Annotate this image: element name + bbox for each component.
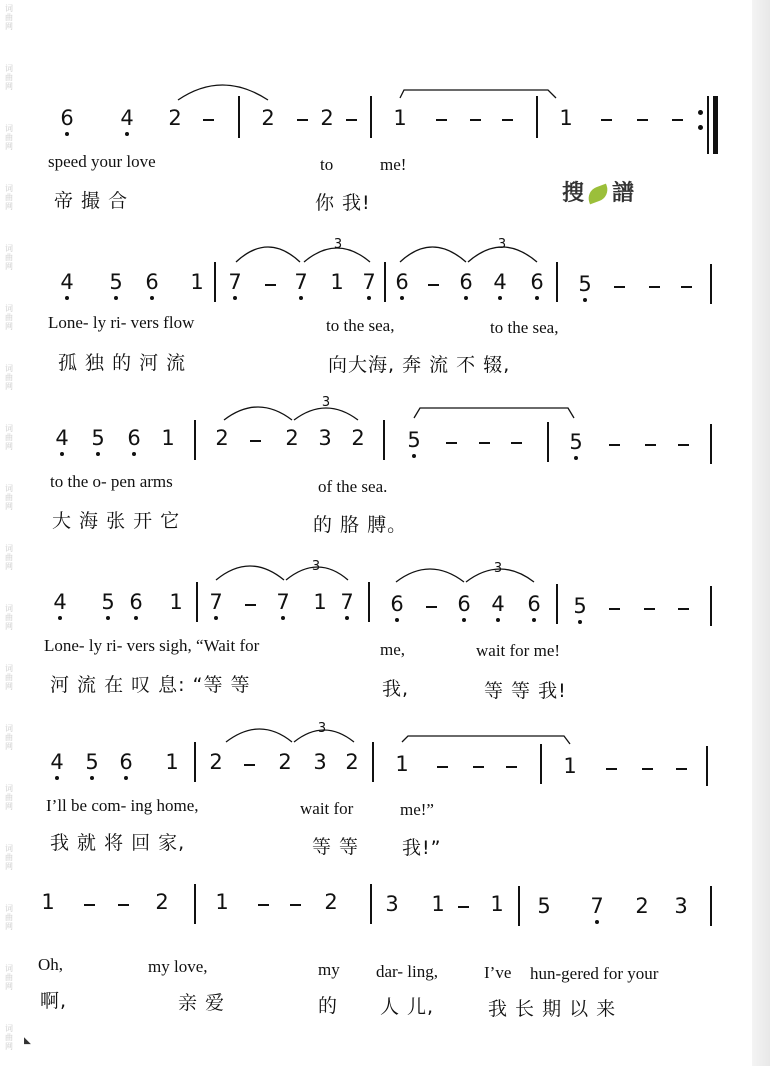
lyric-en: wait for me! <box>476 641 561 660</box>
lyric-zh: 等 等 <box>312 836 360 858</box>
note: 2 <box>324 890 338 914</box>
lyric-zh: 你 我! <box>315 192 371 214</box>
lyric-en: to the sea, <box>326 316 395 335</box>
note: 2 <box>345 750 359 774</box>
note: 2 <box>209 750 223 774</box>
slur <box>396 569 464 582</box>
note: 1 <box>169 590 183 614</box>
note: 6 <box>530 270 544 294</box>
lyric-zh: 人 儿, <box>380 996 435 1018</box>
note: 1 <box>215 890 229 914</box>
note: 2 <box>168 106 182 130</box>
lyric-en: to <box>320 155 334 174</box>
lyric-en: wait for <box>300 799 354 818</box>
lyric-en: my love, <box>148 957 208 976</box>
note: 5 <box>578 272 592 296</box>
note: 4 <box>493 270 507 294</box>
triplet-mark: 3 <box>497 237 507 252</box>
lyric-en: me! <box>380 155 407 174</box>
note: 2 <box>155 890 169 914</box>
watermark-stamp: 词 曲 网 <box>5 964 13 991</box>
slur <box>400 90 556 98</box>
note: 2 <box>320 106 334 130</box>
note: 6 <box>127 426 141 450</box>
note: 7 <box>228 270 242 294</box>
watermark-stamp: 词 曲 网 <box>5 304 13 331</box>
triplet-mark: 3 <box>493 561 503 576</box>
note: 6 <box>390 592 404 616</box>
watermark-stamp: 词 曲 网 <box>5 184 13 211</box>
watermark-stamp: 词 曲 网 <box>5 664 13 691</box>
lyric-zh: 我 就 将 回 家, <box>50 832 186 854</box>
note: 7 <box>294 270 308 294</box>
note: 1 <box>559 106 573 130</box>
corner-mark: ◣ <box>24 1036 31 1046</box>
note: 4 <box>50 750 64 774</box>
lyric-en: of the sea. <box>318 477 388 496</box>
note: 3 <box>313 750 327 774</box>
note: 2 <box>635 894 649 918</box>
watermark-stamp: 词 曲 网 <box>5 544 13 571</box>
lyric-zh: 的 胳 膊。 <box>313 514 408 536</box>
note: 7 <box>209 590 223 614</box>
lyric-en: Lone- ly ri- vers flow <box>48 313 195 332</box>
watermark-stamp: 词 曲 网 <box>5 364 13 391</box>
lyric-en: to the sea, <box>490 318 559 337</box>
note: 1 <box>190 270 204 294</box>
lyric-zh: 等 等 我! <box>484 680 567 702</box>
note: 5 <box>101 590 115 614</box>
watermark-stamp: 词 曲 网 <box>5 784 13 811</box>
note: 3 <box>318 426 332 450</box>
lyric-zh: 大 海 张 开 它 <box>52 510 181 532</box>
watermark-stamp: 词 曲 网 <box>5 124 13 151</box>
watermark-stamp: 词 曲 网 <box>5 484 13 511</box>
note: 1 <box>431 892 445 916</box>
note: 1 <box>395 752 409 776</box>
note: 3 <box>385 892 399 916</box>
lyric-en: I’ve <box>484 963 512 982</box>
triplet-mark: 3 <box>321 395 331 410</box>
watermark-stamp: 词 曲 网 <box>5 1024 13 1051</box>
lyric-zh: 我 长 期 以 来 <box>488 998 617 1020</box>
note: 5 <box>109 270 123 294</box>
watermark-stamp: 词 曲 网 <box>5 844 13 871</box>
watermark-stamp: 词 曲 网 <box>5 724 13 751</box>
lyric-en: Lone- ly ri- vers sigh, “Wait for <box>44 636 260 655</box>
note: 7 <box>276 590 290 614</box>
triplet-mark: 3 <box>317 721 327 736</box>
lyric-en: me!” <box>400 800 434 819</box>
lyric-zh: 的 <box>318 995 339 1017</box>
watermark-stamp: 词 曲 网 <box>5 424 13 451</box>
lyric-en: my <box>318 960 340 979</box>
note: 6 <box>145 270 159 294</box>
note: 7 <box>362 270 376 294</box>
note: 5 <box>569 430 583 454</box>
lyric-zh: 向大海, 奔 流 不 辍, <box>328 354 511 376</box>
triplet-mark: 3 <box>311 559 321 574</box>
note: 1 <box>41 890 55 914</box>
note: 4 <box>60 270 74 294</box>
lyric-zh: 孤 独 的 河 流 <box>58 352 187 374</box>
note: 7 <box>590 894 604 918</box>
triplet-mark: 3 <box>333 237 343 252</box>
note: 2 <box>278 750 292 774</box>
note: 1 <box>161 426 175 450</box>
slur <box>402 736 570 744</box>
note: 4 <box>55 426 69 450</box>
watermark-stamp: 词 曲 网 <box>5 4 13 31</box>
note: 2 <box>351 426 365 450</box>
note: 2 <box>215 426 229 450</box>
note: 6 <box>129 590 143 614</box>
slur <box>236 247 300 262</box>
note: 1 <box>393 106 407 130</box>
note: 5 <box>85 750 99 774</box>
lyric-zh: 我!” <box>402 837 442 859</box>
watermark-stamp: 词 曲 网 <box>5 244 13 271</box>
slur <box>226 729 292 742</box>
watermark-stamp: 词 曲 网 <box>5 904 13 931</box>
watermark-stamp: 词 曲 网 <box>5 64 13 91</box>
note: 6 <box>60 106 74 130</box>
lyric-zh: 帝 撮 合 <box>54 190 129 212</box>
note: 1 <box>165 750 179 774</box>
note: 1 <box>330 270 344 294</box>
note: 1 <box>563 754 577 778</box>
note: 6 <box>459 270 473 294</box>
watermark-stamp: 词 曲 网 <box>5 604 13 631</box>
slur <box>216 566 284 580</box>
lyric-en: I’ll be com- ing home, <box>46 796 199 815</box>
lyric-zh: 我, <box>382 678 410 700</box>
slur <box>224 407 292 420</box>
lyric-en: me, <box>380 640 406 659</box>
note: 5 <box>91 426 105 450</box>
note: 2 <box>261 106 275 130</box>
lyric-en: speed your love <box>48 152 156 171</box>
note: 5 <box>573 594 587 618</box>
note: 4 <box>53 590 67 614</box>
slur <box>414 408 574 418</box>
logo-text-left: 搜 <box>562 181 585 206</box>
note: 4 <box>120 106 134 130</box>
note: 5 <box>537 894 551 918</box>
note: 6 <box>527 592 541 616</box>
note: 5 <box>407 428 421 452</box>
lyric-zh: 啊, <box>40 990 68 1012</box>
lyric-en: Oh, <box>38 955 64 974</box>
lyric-en: to the o- pen arms <box>50 472 173 491</box>
note: 4 <box>491 592 505 616</box>
note: 6 <box>457 592 471 616</box>
lyric-en: hun-gered for your <box>530 964 659 983</box>
slur <box>178 85 268 100</box>
lyric-en: dar- ling, <box>376 962 438 981</box>
logo-text-right: 譜 <box>612 181 635 206</box>
note: 1 <box>490 892 504 916</box>
note: 6 <box>119 750 133 774</box>
note: 7 <box>340 590 354 614</box>
note: 1 <box>313 590 327 614</box>
note: 2 <box>285 426 299 450</box>
note: 3 <box>674 894 688 918</box>
note: 6 <box>395 270 409 294</box>
lyric-zh: 河 流 在 叹 息: “等 等 <box>50 674 251 696</box>
lyric-zh: 亲 爱 <box>178 992 226 1014</box>
slur <box>400 247 466 262</box>
